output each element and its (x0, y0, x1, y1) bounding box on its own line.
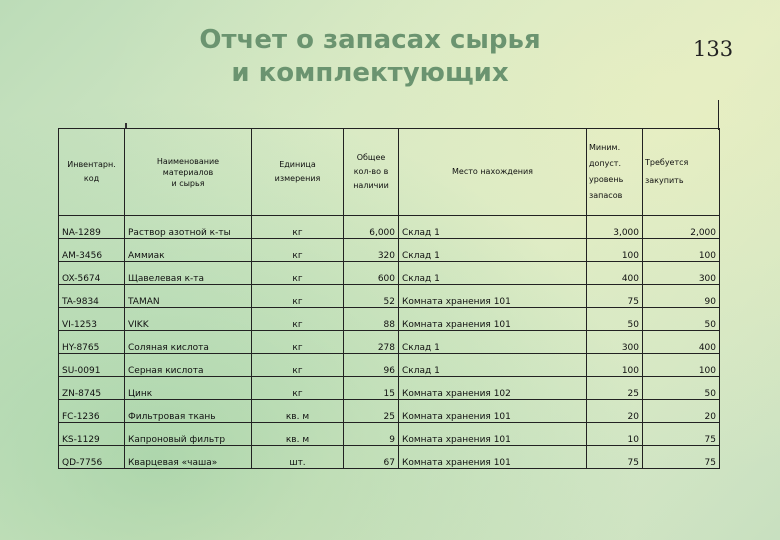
cell-name: TAMAN (125, 285, 252, 308)
cell-name: Цинк (125, 377, 252, 400)
cell-to-buy: 400 (643, 331, 720, 354)
cell-unit: кг (252, 216, 344, 239)
cell-min-level: 300 (587, 331, 643, 354)
table-row (59, 423, 720, 446)
cell-min-level: 75 (587, 446, 643, 469)
cell-min-level: 20 (587, 400, 643, 423)
cell-to-buy: 100 (643, 239, 720, 262)
cell-unit: кг (252, 331, 344, 354)
cell-code: SU-0091 (59, 354, 125, 377)
cell-location: Комната хранения 101 (399, 308, 587, 331)
cell-quantity: 320 (344, 239, 399, 262)
cell-unit: кг (252, 308, 344, 331)
cell-name: Щавелевая к-та (125, 262, 252, 285)
cell-unit: кг (252, 377, 344, 400)
cell-to-buy: 100 (643, 354, 720, 377)
cell-location: Склад 1 (399, 239, 587, 262)
cell-code: NA-1289 (59, 216, 125, 239)
cell-quantity: 6,000 (344, 216, 399, 239)
title-line-2: и комплектующих (231, 58, 509, 88)
cell-min-level: 400 (587, 262, 643, 285)
cell-code: AM-3456 (59, 239, 125, 262)
cell-min-level: 3,000 (587, 216, 643, 239)
cell-code: KS-1129 (59, 423, 125, 446)
cell-quantity: 278 (344, 331, 399, 354)
cell-name: Фильтровая ткань (125, 400, 252, 423)
cell-min-level: 100 (587, 239, 643, 262)
table-row (59, 262, 720, 285)
table-row (59, 446, 720, 469)
header-code: Инвентарн. код (59, 129, 125, 216)
cell-unit: кг (252, 354, 344, 377)
header-quantity: Общее кол-во в наличии (344, 129, 399, 216)
title-line-1: Отчет о запасах сырья (199, 25, 541, 55)
cell-unit: кг (252, 239, 344, 262)
cell-quantity: 600 (344, 262, 399, 285)
cell-code: QD-7756 (59, 446, 125, 469)
cell-name: Капроновый фильтр (125, 423, 252, 446)
table-header-row (59, 129, 720, 216)
cell-quantity: 52 (344, 285, 399, 308)
cell-unit: кв. м (252, 423, 344, 446)
cell-location: Склад 1 (399, 331, 587, 354)
header-location: Место нахождения (399, 129, 587, 216)
header-unit: Единица измерения (252, 129, 344, 216)
inventory-table (58, 128, 720, 469)
cell-to-buy: 75 (643, 423, 720, 446)
cell-to-buy: 90 (643, 285, 720, 308)
cell-location: Комната хранения 101 (399, 423, 587, 446)
header-to-buy: Требуется закупить (643, 129, 720, 216)
header-min-level: Миним. допуст. уровень запасов (587, 129, 643, 216)
cell-unit: кг (252, 262, 344, 285)
cell-quantity: 9 (344, 423, 399, 446)
table-row (59, 400, 720, 423)
cell-name: Кварцевая «чаша» (125, 446, 252, 469)
cell-min-level: 75 (587, 285, 643, 308)
table-row (59, 239, 720, 262)
cell-location: Комната хранения 101 (399, 446, 587, 469)
cell-min-level: 10 (587, 423, 643, 446)
cell-unit: шт. (252, 446, 344, 469)
cell-quantity: 15 (344, 377, 399, 400)
table-row (59, 216, 720, 239)
cell-quantity: 67 (344, 446, 399, 469)
cell-min-level: 100 (587, 354, 643, 377)
cell-code: ZN-8745 (59, 377, 125, 400)
cell-code: OX-5674 (59, 262, 125, 285)
divider-line (718, 100, 719, 130)
cell-quantity: 88 (344, 308, 399, 331)
table-row (59, 308, 720, 331)
cell-name: Раствор азотной к-ты (125, 216, 252, 239)
table-row (59, 285, 720, 308)
cell-min-level: 25 (587, 377, 643, 400)
cell-location: Склад 1 (399, 354, 587, 377)
cell-unit: кв. м (252, 400, 344, 423)
cell-to-buy: 300 (643, 262, 720, 285)
cell-quantity: 25 (344, 400, 399, 423)
slide-title (0, 24, 740, 90)
cell-location: Склад 1 (399, 262, 587, 285)
cell-name: Аммиак (125, 239, 252, 262)
cell-quantity: 96 (344, 354, 399, 377)
cell-location: Комната хранения 102 (399, 377, 587, 400)
cell-name: Серная кислота (125, 354, 252, 377)
cell-unit: кг (252, 285, 344, 308)
cell-to-buy: 50 (643, 308, 720, 331)
table-row (59, 377, 720, 400)
table-row (59, 331, 720, 354)
cell-to-buy: 75 (643, 446, 720, 469)
cell-to-buy: 2,000 (643, 216, 720, 239)
cell-name: Соляная кислота (125, 331, 252, 354)
cell-code: HY-8765 (59, 331, 125, 354)
cell-code: VI-1253 (59, 308, 125, 331)
cell-code: FC-1236 (59, 400, 125, 423)
page-number: 133 (693, 37, 734, 61)
cell-min-level: 50 (587, 308, 643, 331)
cell-name: VIKK (125, 308, 252, 331)
cell-to-buy: 50 (643, 377, 720, 400)
table-row (59, 354, 720, 377)
cell-location: Комната хранения 101 (399, 400, 587, 423)
cell-location: Склад 1 (399, 216, 587, 239)
cell-location: Комната хранения 101 (399, 285, 587, 308)
cell-to-buy: 20 (643, 400, 720, 423)
cell-code: TA-9834 (59, 285, 125, 308)
header-name: Наименование материалов и сырья (125, 129, 252, 216)
